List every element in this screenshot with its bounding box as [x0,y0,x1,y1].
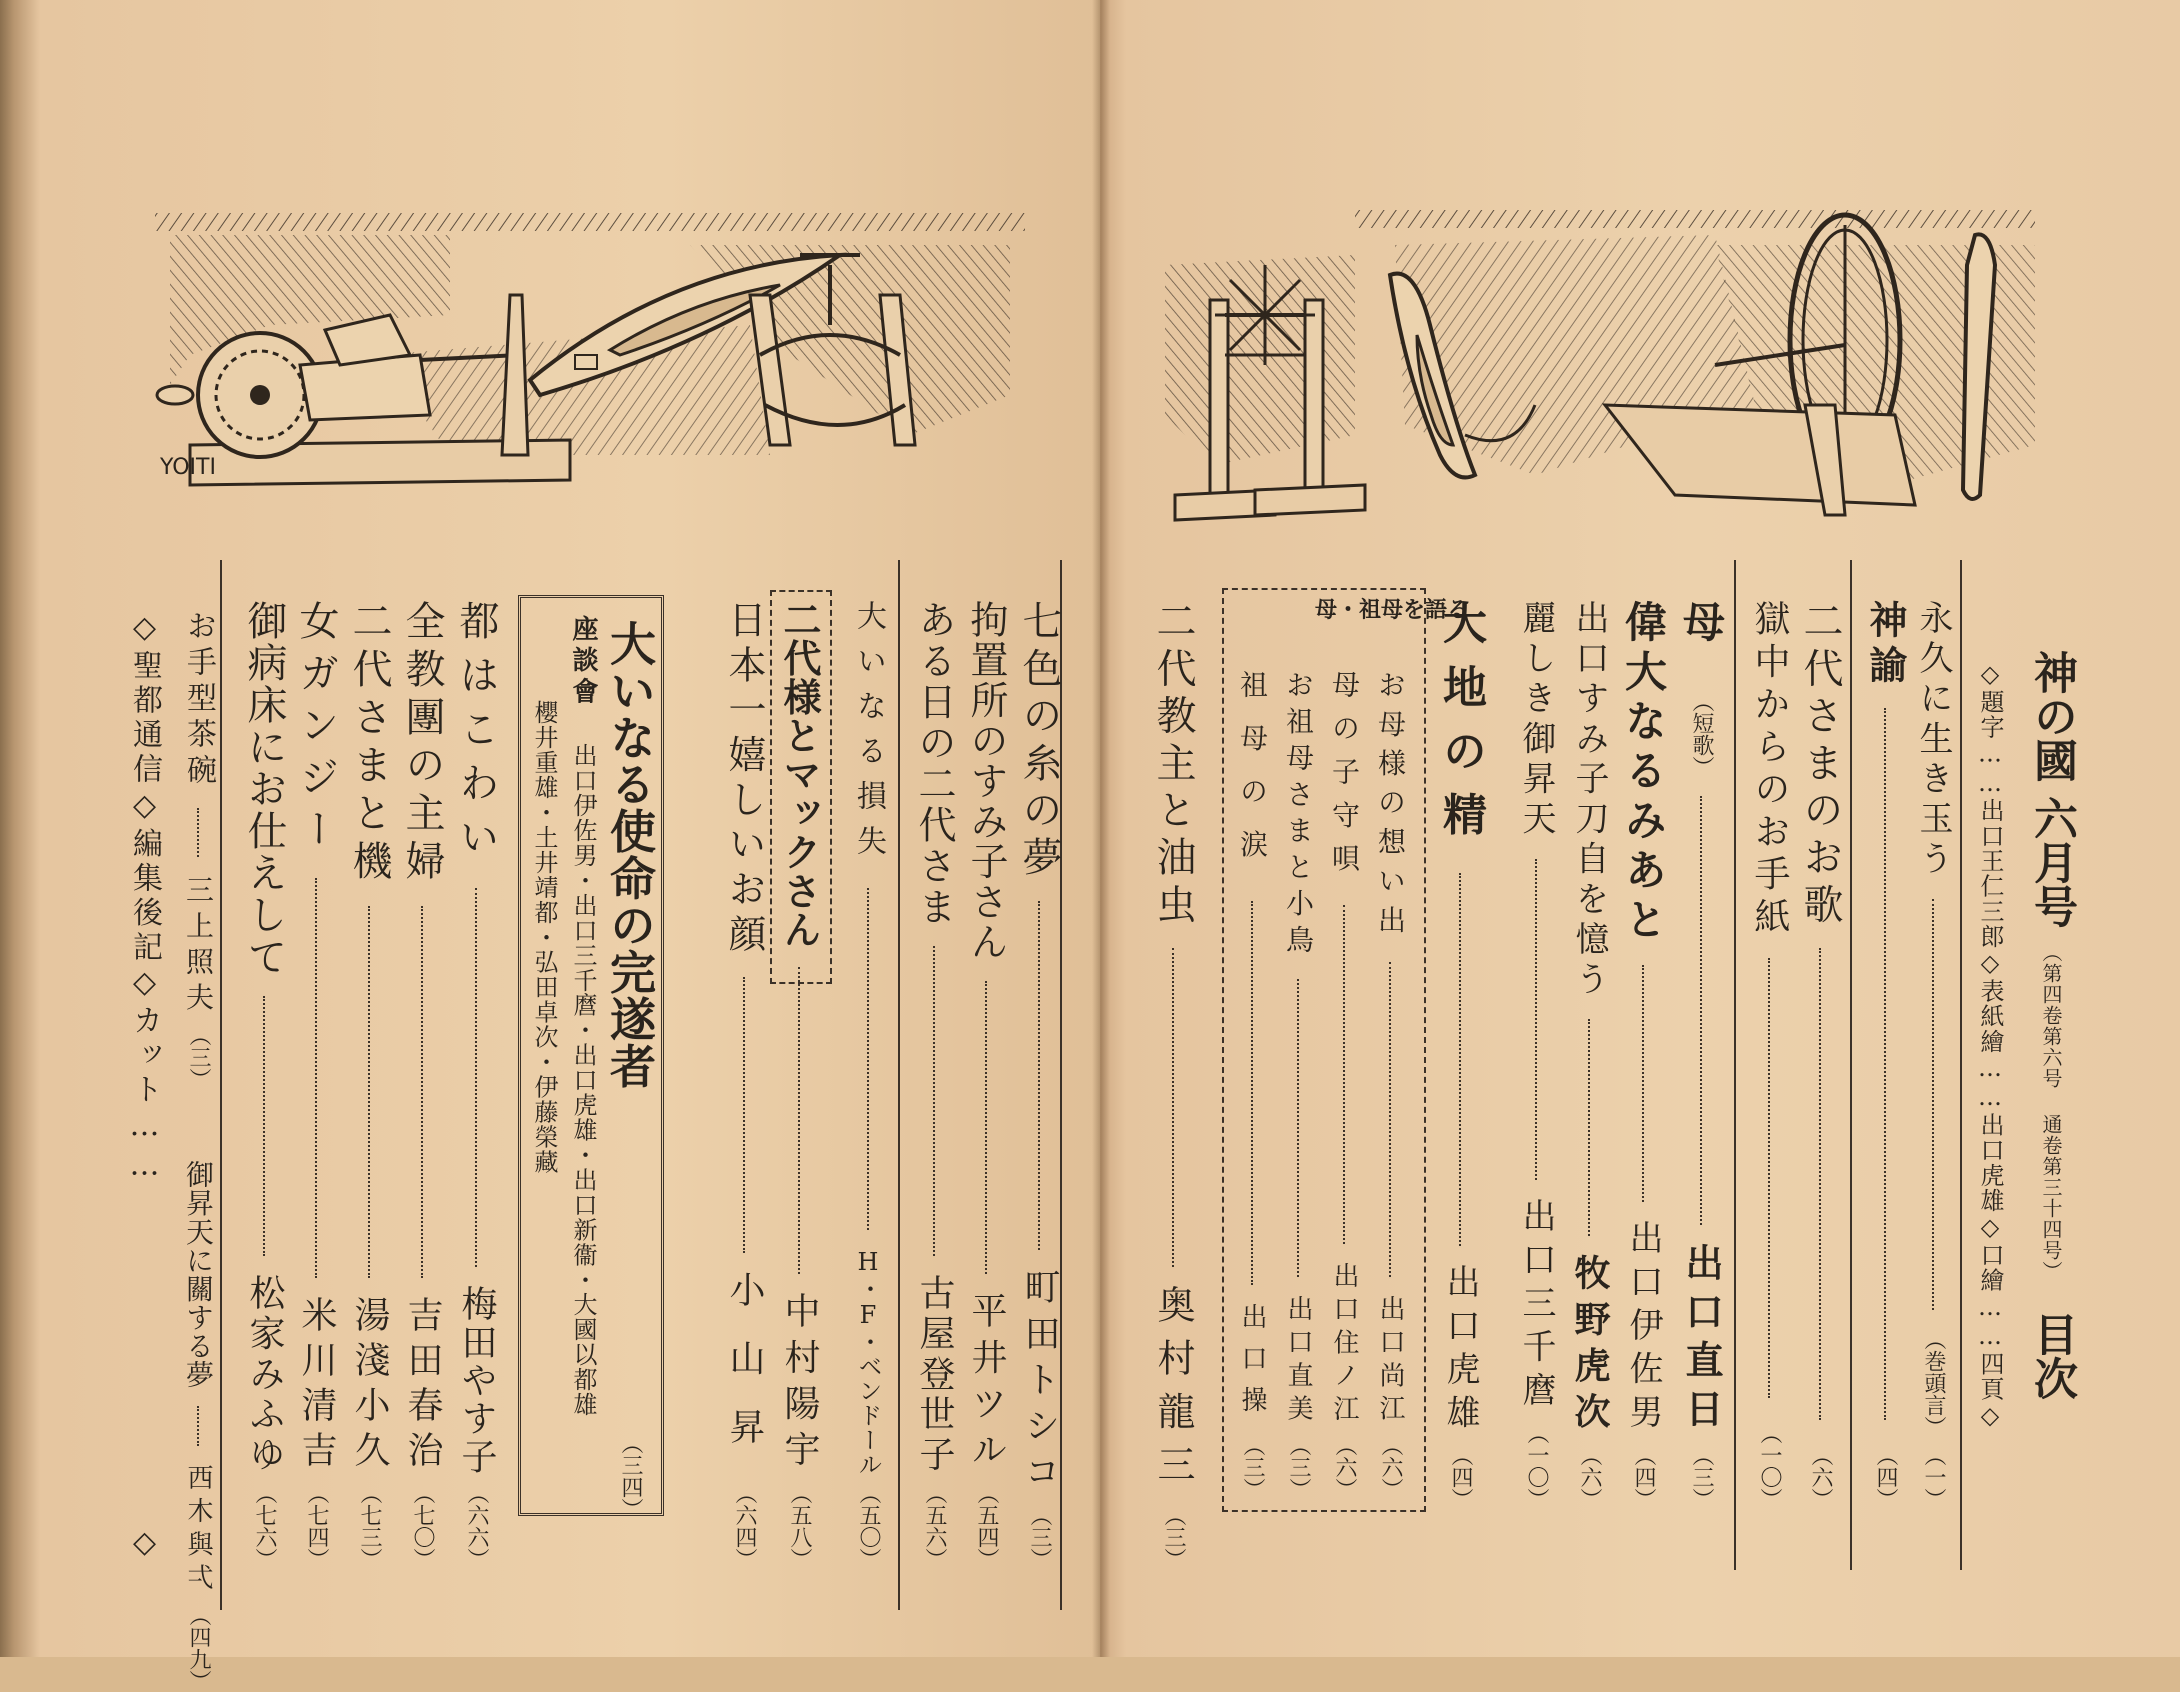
entry-title: 麗しき御昇天 [1516,600,1556,841]
leader-dots [1459,873,1461,1246]
leader-dots [743,977,745,1253]
entry-author: 平井ツル [966,1291,1007,1476]
leader-dots [1819,948,1821,1420]
leader-dots [1038,901,1040,1249]
toc-entry-e12[interactable] [1276,670,1320,1500]
entry-page: （六四） [732,1482,757,1570]
entry-title: 二代教主と油虫 [1150,600,1196,931]
toc-entry-e20[interactable] [773,600,825,1570]
haha-section-title: 母・祖母を語る [1314,598,1469,623]
magazine-issue: 六月号 [2026,796,2077,928]
issue-note: （第四卷第六号 通卷第三十四号） [2039,942,2063,1282]
leader-dots [985,981,987,1274]
entry-page: （一） [1921,1444,1946,1510]
entry-title: 七色の糸の夢 [1016,600,1062,884]
toc-entry-e23[interactable] [452,600,500,1570]
leader-dots [315,878,317,1278]
entry-title: 出口すみ子刀自を憶う [1569,600,1609,1002]
leader-dots [1768,958,1770,1398]
illustration-left [150,205,1030,490]
leader-dots [1884,708,1886,1420]
entry-title: 偉大なるみあと [1619,600,1668,947]
footer-end-mark: ◇ [127,1525,162,1560]
entry-page: （五〇） [856,1482,881,1570]
divider-2 [1734,560,1736,1570]
leader-dots [1588,1019,1590,1235]
entry-title: 日本一嬉しいお顔 [722,600,766,959]
leader-dots [1642,965,1644,1202]
entry-subtitle: （短歌） [1689,689,1714,778]
toc-entry-e21[interactable] [720,600,768,1570]
entry-title: 大地の精 [1435,600,1486,856]
toc-heading: 目次 [2026,1312,2077,1400]
toc-entry-e29[interactable] [178,1160,218,1692]
entry-page: （三） [1240,1434,1265,1500]
toc-entry-e9[interactable] [1430,600,1490,1510]
toc-entry-e8[interactable] [1512,600,1560,1510]
toc-entry-e7[interactable] [1565,600,1613,1510]
leader-dots [1297,979,1299,1277]
entry-page: （四九） [186,1603,211,1692]
zadankai-members-2: 櫻井重雄・土井靖都・弘田卓次・伊藤榮藏 [530,700,558,1175]
entry-author: 奥村龍三 [1151,1285,1195,1498]
entry-title: 女ガンジー [293,600,339,860]
zadankai-members-col-1 [562,615,604,1495]
leader-dots [197,1406,199,1446]
entry-author: 古屋登世子 [914,1274,955,1476]
entry-author: 牧野虎次 [1569,1253,1610,1438]
entry-page: （一〇） [1524,1422,1549,1510]
entry-title: 祖母の涙 [1236,670,1269,883]
leader-dots [1172,948,1174,1267]
entry-author: 三上照夫 [182,874,215,1018]
entry-author: 米川清吉 [296,1296,337,1476]
toc-entry-e3[interactable] [1795,600,1845,1510]
divider-credits [1960,560,1962,1570]
entry-author: 出口伊佐男 [1623,1220,1663,1438]
toc-entry-e19[interactable] [845,600,891,1570]
leader-dots [798,967,800,1274]
entry-author: 梅田やす子 [456,1285,497,1476]
toc-entry-e26[interactable] [292,600,340,1570]
entry-page: （一〇） [1757,1422,1782,1510]
toc-entry-e18[interactable] [910,600,958,1570]
zadankai-members-1: 出口伊佐男・出口三千麿・出口虎雄・出口新衞・大國以都雄 [569,742,597,1417]
divider-3 [898,560,900,1610]
leader-dots [933,946,935,1256]
footer-cut[interactable]: ◇カット…… [127,965,162,1187]
entry-page: （七四） [304,1482,329,1570]
footer-column [122,610,166,1560]
entry-author: 出口直美 [1283,1294,1313,1428]
toc-entry-e17[interactable] [962,600,1010,1570]
entry-author: 町田トシコ [1019,1267,1060,1498]
entry-page: （六） [1378,1434,1403,1500]
footer-seito[interactable]: ◇聖都通信 [127,610,162,788]
entry-author: （巻頭言） [1921,1328,1946,1438]
illustration-right [1155,205,2045,535]
toc-entry-e2[interactable] [1862,600,1908,1510]
entry-title: 御昇天に關する夢 [182,1160,215,1389]
entry-page: （五六） [922,1482,947,1570]
leader-dots [1700,796,1702,1226]
credits-line [1970,660,2010,1520]
entry-page: （六） [1332,1434,1357,1500]
entry-title: 二代さまと機 [346,600,392,888]
entry-author: 中村陽宇 [779,1291,820,1476]
toc-entry-e28[interactable] [178,610,218,1090]
magazine-title: 神の國 [2026,650,2077,782]
zadankai-title: 大いなる使命の完遂者 [603,620,657,1090]
entry-title: 全教團の主婦 [399,600,445,888]
toc-entry-e15[interactable] [1148,600,1198,1570]
entry-title: お手型茶碗 [181,610,216,790]
zadankai-members-col-2 [526,700,562,1500]
entry-page: （四） [1873,1444,1898,1510]
haha-section-header [1314,598,1469,670]
leader-dots [263,996,265,1256]
entry-page: （五八） [787,1482,812,1570]
toc-entry-e10[interactable] [1368,670,1412,1500]
entry-author: 出口三千麿 [1516,1198,1556,1416]
credits-text: ◇題字……出口王仁三郎◇表紙繪……出口虎雄◇口繪……四頁◇ [1976,660,2004,1431]
entry-page: （三） [1286,1434,1311,1500]
toc-entry-e16[interactable] [1015,600,1063,1570]
entry-page: （三） [1161,1504,1186,1570]
divider-4 [220,560,222,1610]
leader-dots [421,906,423,1278]
entry-page: （七六） [252,1482,277,1570]
entry-author: 西木與弌 [183,1464,213,1598]
entry-title: 二代様とマックさん [777,600,821,949]
entry-author: 吉田春治 [402,1296,443,1476]
entry-page: （三） [186,1024,211,1090]
entry-title: 母 [1677,600,1726,650]
entry-page: （六） [1808,1444,1833,1510]
entry-author: H・F・ベンドール [854,1247,882,1476]
entry-title: 神諭 [1863,600,1907,690]
leader-dots [867,888,869,1230]
leader-dots [197,808,199,857]
leader-dots [475,888,477,1267]
toc-entry-e6[interactable] [1618,600,1668,1510]
entry-page: （七〇） [410,1482,435,1570]
entry-title: 母の子守唄 [1328,670,1361,887]
entry-author: 出口住ノ江 [1329,1261,1359,1428]
toc-entry-e27[interactable] [240,600,288,1570]
entry-page: （六） [1577,1444,1602,1510]
leader-dots [1343,905,1345,1244]
entry-title: 永久に生き玉う [1913,600,1953,881]
entry-title: ある日の二代さま [912,600,956,929]
entry-author: 小山昇 [724,1270,765,1476]
entry-page: （四） [1631,1444,1656,1510]
entry-page: （五四） [974,1482,999,1570]
entry-page: （三） [1027,1504,1052,1570]
toc-entry-e13[interactable] [1230,670,1274,1500]
toc-entry-e24[interactable] [398,600,446,1570]
toc-entry-e1[interactable] [1910,600,1956,1510]
zadankai-page: （三四） [618,1432,643,1520]
entry-author: 出口操 [1237,1303,1267,1428]
entry-title: 御病床にお仕えして [241,600,287,978]
entry-page: （六六） [464,1482,489,1570]
entry-page: （四） [1448,1444,1473,1510]
toc-entry-e5[interactable] [1676,600,1726,1510]
entry-title: 獄中からのお手紙 [1749,600,1790,940]
entry-title: お母様の想い出 [1374,670,1407,945]
leader-dots [1251,901,1253,1285]
entry-page: （七三） [357,1482,382,1570]
leader-dots [368,906,370,1278]
illustrator-signature: YOITI [160,455,216,480]
entry-author: 出口直日 [1679,1243,1723,1438]
entry-author: 出口尚江 [1375,1294,1405,1428]
magazine-header [2020,650,2082,1550]
toc-entry-e25[interactable] [345,600,393,1570]
entry-author: 出口虎雄 [1440,1263,1480,1438]
entry-title: 大いなる損失 [851,600,886,870]
footer-henshu[interactable]: ◇編集後記 [127,787,162,965]
leader-dots [1535,859,1537,1181]
book-gutter [1092,0,1110,1657]
leader-dots [1389,962,1391,1276]
entry-author: 松家みふゆ [244,1274,285,1476]
entry-title: お祖母さまと小鳥 [1282,670,1315,962]
entry-title: 都はこわい [453,600,499,870]
toc-entry-e11[interactable] [1322,670,1366,1500]
entry-title: 拘置所のすみ子さん [964,600,1008,963]
entry-page: （三） [1689,1444,1714,1510]
toc-entry-e4[interactable] [1746,600,1792,1510]
leader-dots [1932,899,1934,1310]
zadankai-title-col[interactable] [603,620,657,1520]
zadankai-label: 座談會 [568,615,598,709]
divider-1 [1850,560,1852,1570]
entry-title: 二代さまのお歌 [1797,600,1843,931]
entry-author: 湯淺小久 [349,1296,390,1476]
